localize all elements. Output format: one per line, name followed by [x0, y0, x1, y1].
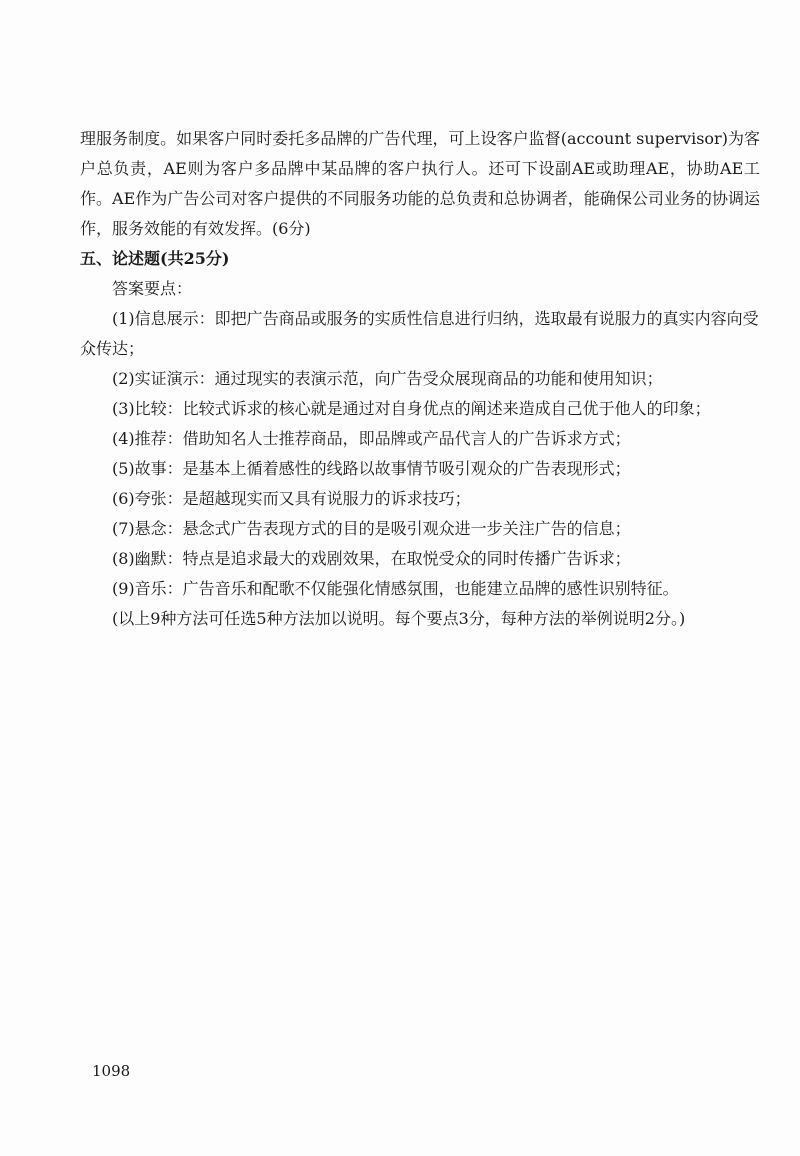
answer-point-6: (6)夸张：是超越现实而又具有说服力的诉求技巧；	[112, 489, 471, 508]
answer-point-9: (9)音乐：广告音乐和配歌不仅能强化情感氛围，也能建立品牌的感性识别特征。	[112, 579, 679, 598]
intro-paragraph: 理服务制度。如果客户同时委托多品牌的广告代理，可上设客户监督(account supervisor)为客户总负责，AE则为客户多品牌中某品牌的客户执行人。还可下设副AE或助理AE，协助AE工作。AE作为广告公司对客户提供的不同服务功能的总负责和总协调者，能确保公司业务的协调运作，服务效能的有效发挥。(6分)	[80, 129, 760, 238]
answer-point-4: (4)推荐：借助知名人士推荐商品，即品牌或产品代言人的广告诉求方式；	[112, 429, 631, 448]
scoring-note: (以上9种方法可任选5种方法加以说明。每个要点3分，每种方法的举例说明2分。)	[112, 609, 686, 628]
page-content	[80, 124, 760, 634]
answer-point-3: (3)比较：比较式诉求的核心就是通过对自身优点的阐述来造成自己优于他人的印象；	[112, 399, 711, 418]
answer-point-5: (5)故事：是基本上循着感性的线路以故事情节吸引观众的广告表现形式；	[112, 459, 631, 478]
answer-point-7: (7)悬念：悬念式广告表现方式的目的是吸引观众进一步关注广告的信息；	[112, 519, 631, 538]
page-number: 1098	[92, 1062, 131, 1080]
section-title: 五、论述题(共25分)	[80, 249, 230, 268]
answer-point-2: (2)实证演示：通过现实的表演示范，向广告受众展现商品的功能和使用知识；	[112, 369, 663, 388]
answer-point-1: (1)信息展示：即把广告商品或服务的实质性信息进行归纳，选取最有说服力的真实内容向受众传达；	[80, 309, 759, 358]
answer-point-8: (8)幽默：特点是追求最大的戏剧效果，在取悦受众的同时传播广告诉求；	[112, 549, 631, 568]
answer-heading: 答案要点：	[112, 279, 193, 298]
